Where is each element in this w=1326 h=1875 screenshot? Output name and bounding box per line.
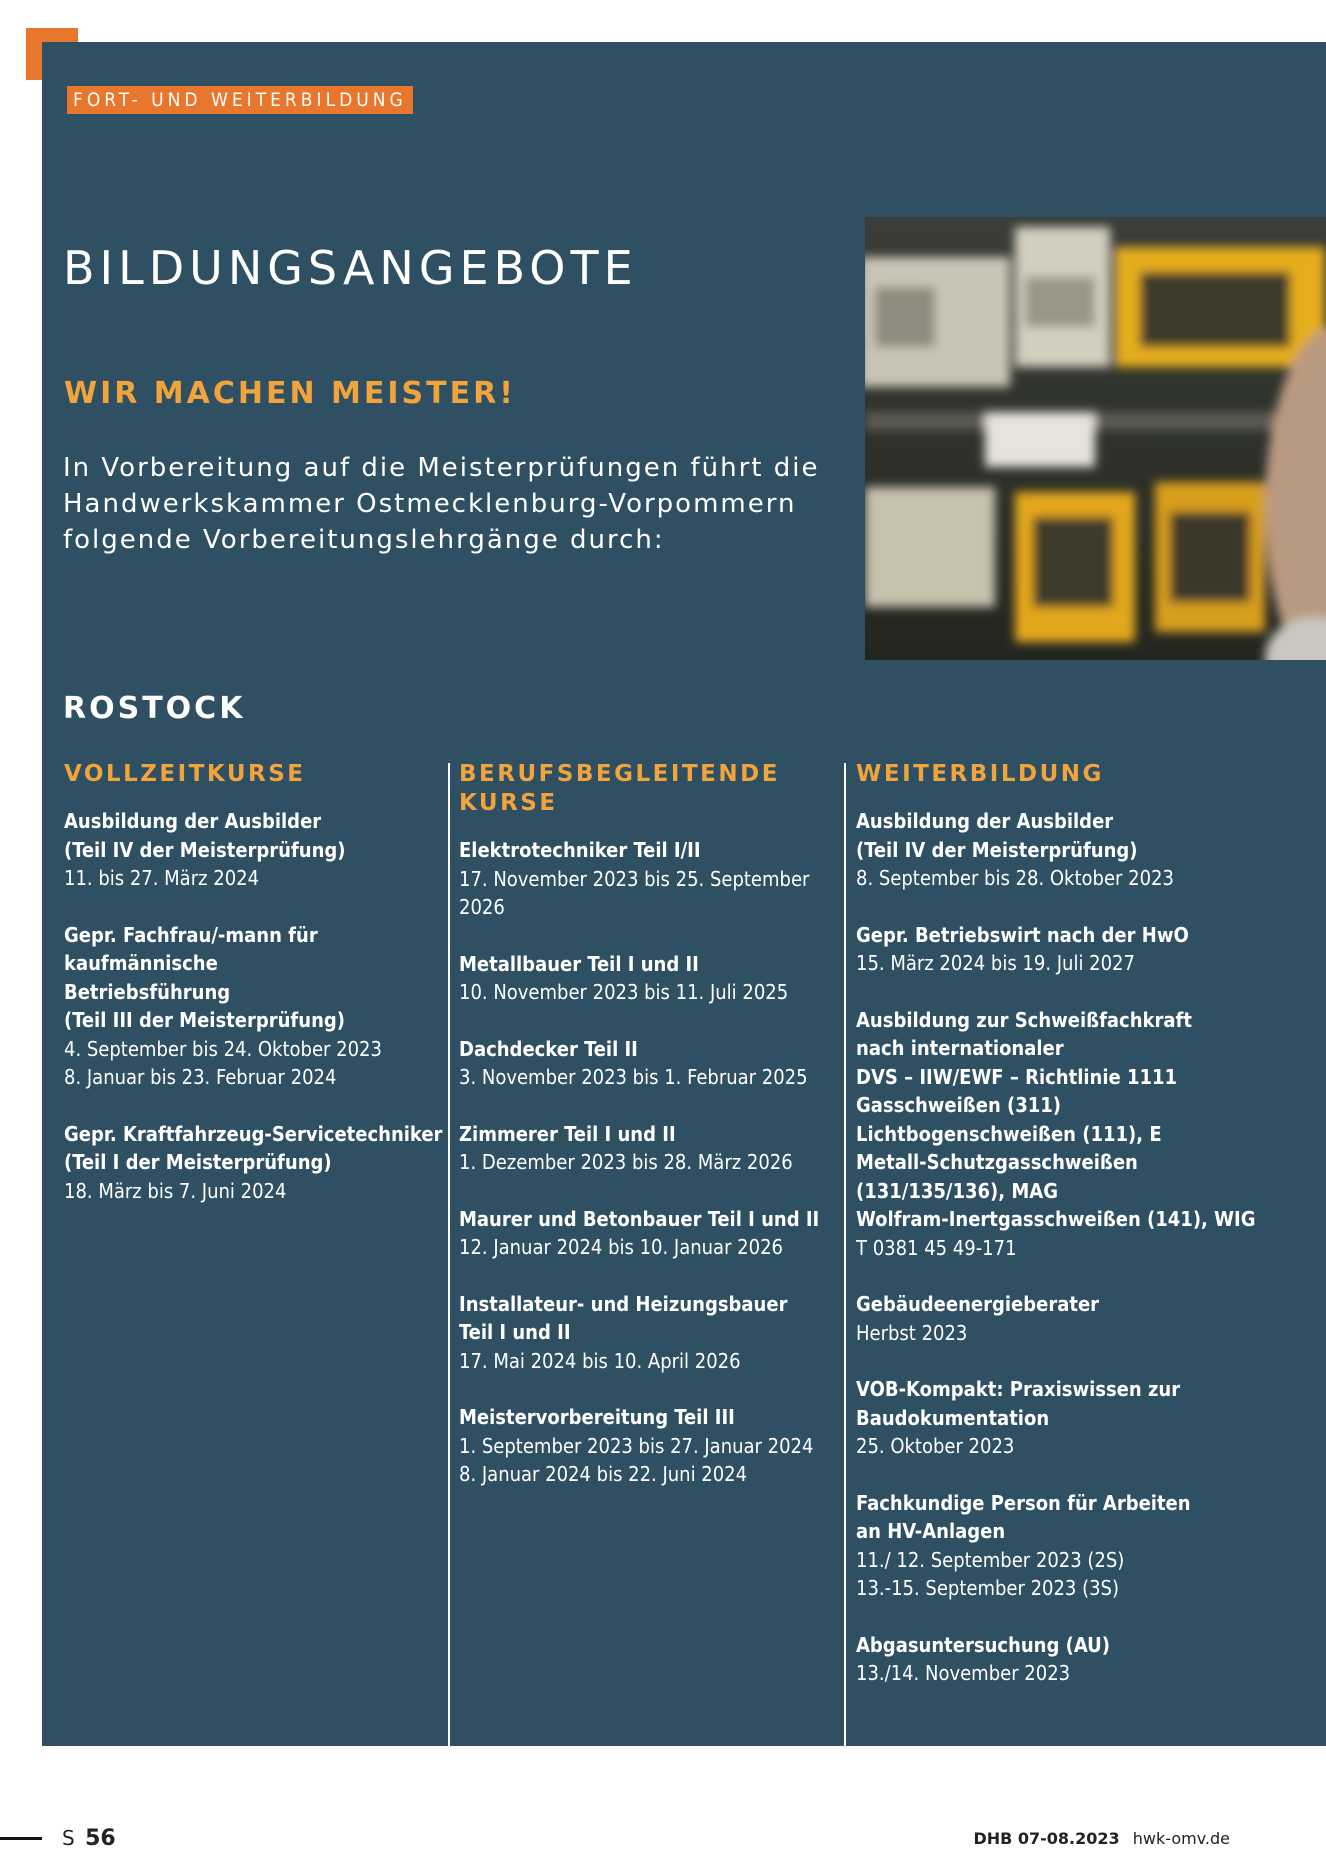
course-entry: [856, 1489, 1296, 1603]
course-title: Wolfram-Inertgasschweißen (141), WIG: [856, 1207, 1256, 1231]
course-entry: [459, 1403, 844, 1489]
website-link[interactable]: hwk-omv.de: [1132, 1829, 1230, 1848]
course-title: Gepr. Betriebswirt nach der HwO: [856, 922, 1189, 947]
course-title: Elektrotechniker Teil I/II: [459, 838, 701, 862]
course-entry: [459, 950, 844, 1007]
course-entry: [64, 921, 444, 1092]
issue-label: DHB 07-08.2023: [973, 1829, 1120, 1848]
column-berufsbegleitende-kurse: [459, 760, 844, 1517]
course-entry: [856, 1290, 1296, 1347]
course-title: Ausbildung der Ausbilder: [856, 809, 1114, 833]
course-entry: [64, 807, 444, 893]
course-entry: [459, 1205, 844, 1262]
course-title: Dachdecker Teil II: [459, 1036, 638, 1061]
section-tag: FORT- UND WEITERBILDUNG: [67, 86, 413, 114]
course-date: 1. Dezember 2023 bis 28. März 2026: [459, 1150, 793, 1174]
footer-info: [973, 1825, 1230, 1853]
course-date: 13./14. November 2023: [856, 1661, 1071, 1685]
course-date: 12. Januar 2024 bis 10. Januar 2026: [459, 1235, 783, 1259]
course-title: Lichtbogenschweißen (111), E: [856, 1121, 1162, 1146]
footer-rule: [0, 1837, 42, 1840]
course-title: Zimmerer Teil I und II: [459, 1121, 676, 1146]
course-date: 17. Mai 2024 bis 10. April 2026: [459, 1348, 741, 1373]
course-entry: [856, 1006, 1296, 1263]
course-title: nach internationaler: [856, 1036, 1064, 1060]
phone-number: T 0381 45 49-171: [856, 1235, 1017, 1260]
course-title: DVS – IIW/EWF – Richtlinie 1111: [856, 1064, 1178, 1089]
column-divider: [844, 763, 846, 1746]
course-date: 8. Januar 2024 bis 22. Juni 2024: [459, 1462, 748, 1486]
course-title: Maurer und Betonbauer Teil I und II: [459, 1206, 820, 1231]
course-date: 11. bis 27. März 2024: [64, 866, 260, 890]
workshop-photo: [865, 217, 1326, 660]
course-entry: [856, 1375, 1296, 1461]
course-title: Metall-Schutzgasschweißen: [856, 1150, 1138, 1174]
course-title: Gepr. Fachfrau/-mann für kaufmännische: [64, 922, 318, 975]
course-entry: [64, 1120, 444, 1206]
course-date: 15. März 2024 bis 19. Juli 2027: [856, 951, 1135, 975]
course-date: 25. Oktober 2023: [856, 1434, 1015, 1458]
column-weiterbildung: [856, 760, 1296, 1716]
course-title: Gebäudeenergieberater: [856, 1292, 1100, 1316]
column-divider: [448, 763, 450, 1746]
course-entry: [459, 836, 844, 922]
course-title: (Teil IV der Meisterprüfung): [856, 837, 1138, 862]
course-date: 17. November 2023 bis 25. September 2026: [459, 866, 810, 919]
course-title: Gasschweißen (311): [856, 1093, 1062, 1117]
column-heading: WEITERBILDUNG: [856, 761, 1104, 787]
course-date: 8. September bis 28. Oktober 2023: [856, 866, 1174, 890]
course-entry: [856, 807, 1296, 893]
course-entry: [856, 1631, 1296, 1688]
page-number: [62, 1823, 116, 1854]
page-number-value: 56: [85, 1826, 116, 1851]
course-title: Ausbildung der Ausbilder: [64, 809, 322, 833]
course-title: Metallbauer Teil I und II: [459, 951, 699, 976]
course-title: Meistervorbereitung Teil III: [459, 1405, 735, 1429]
course-entry: [459, 1120, 844, 1177]
course-date: 4. September bis 24. Oktober 2023: [64, 1036, 382, 1061]
course-title: Installateur- und Heizungsbauer: [459, 1291, 788, 1316]
course-date: 8. Januar bis 23. Februar 2024: [64, 1065, 337, 1089]
course-title: VOB-Kompakt: Praxiswissen zur: [856, 1377, 1181, 1401]
course-title: Betriebsführung: [64, 979, 231, 1004]
course-date: 18. März bis 7. Juni 2024: [64, 1178, 287, 1203]
column-vollzeitkurse: [64, 760, 444, 1233]
course-entry: [856, 921, 1296, 978]
course-title: Gepr. Kraftfahrzeug-Servicetechniker: [64, 1121, 443, 1146]
course-date: Herbst 2023: [856, 1320, 968, 1345]
course-entry: [459, 1290, 844, 1376]
course-title: (131/135/136), MAG: [856, 1178, 1058, 1203]
course-title: Teil I und II: [459, 1320, 571, 1344]
column-heading: VOLLZEITKURSE: [64, 761, 306, 787]
course-title: Baudokumentation: [856, 1405, 1050, 1430]
course-date: 11./ 12. September 2023 (2S): [856, 1547, 1125, 1572]
course-date: 13.-15. September 2023 (3S): [856, 1576, 1120, 1600]
course-title: Abgasuntersuchung (AU): [856, 1632, 1110, 1657]
column-heading: BERUFSBEGLEITENDE KURSE: [459, 761, 780, 816]
course-title: (Teil I der Meisterprüfung): [64, 1150, 332, 1174]
course-title: Fachkundige Person für Arbeiten: [856, 1490, 1191, 1515]
page-prefix: S: [62, 1826, 75, 1850]
course-title: (Teil IV der Meisterprüfung): [64, 837, 346, 862]
course-title: Ausbildung zur Schweißfachkraft: [856, 1007, 1192, 1032]
course-date: 1. September 2023 bis 27. Januar 2024: [459, 1433, 814, 1458]
course-title: an HV-Anlagen: [856, 1519, 1006, 1543]
course-entry: [459, 1035, 844, 1092]
headline: WIR MACHEN MEISTER!: [64, 376, 516, 411]
course-date: 3. November 2023 bis 1. Februar 2025: [459, 1065, 808, 1089]
intro-text: In Vorbereitung auf die Meisterprüfungen führt die Handwerkskammer Ostmecklenburg-Vorpommern folgende Vorbereitungslehrgänge durch:: [63, 453, 820, 555]
page-title: BILDUNGSANGEBOTE: [63, 241, 638, 295]
city-heading: ROSTOCK: [63, 691, 246, 726]
course-date: 10. November 2023 bis 11. Juli 2025: [459, 980, 789, 1004]
course-title: (Teil III der Meisterprüfung): [64, 1008, 345, 1032]
